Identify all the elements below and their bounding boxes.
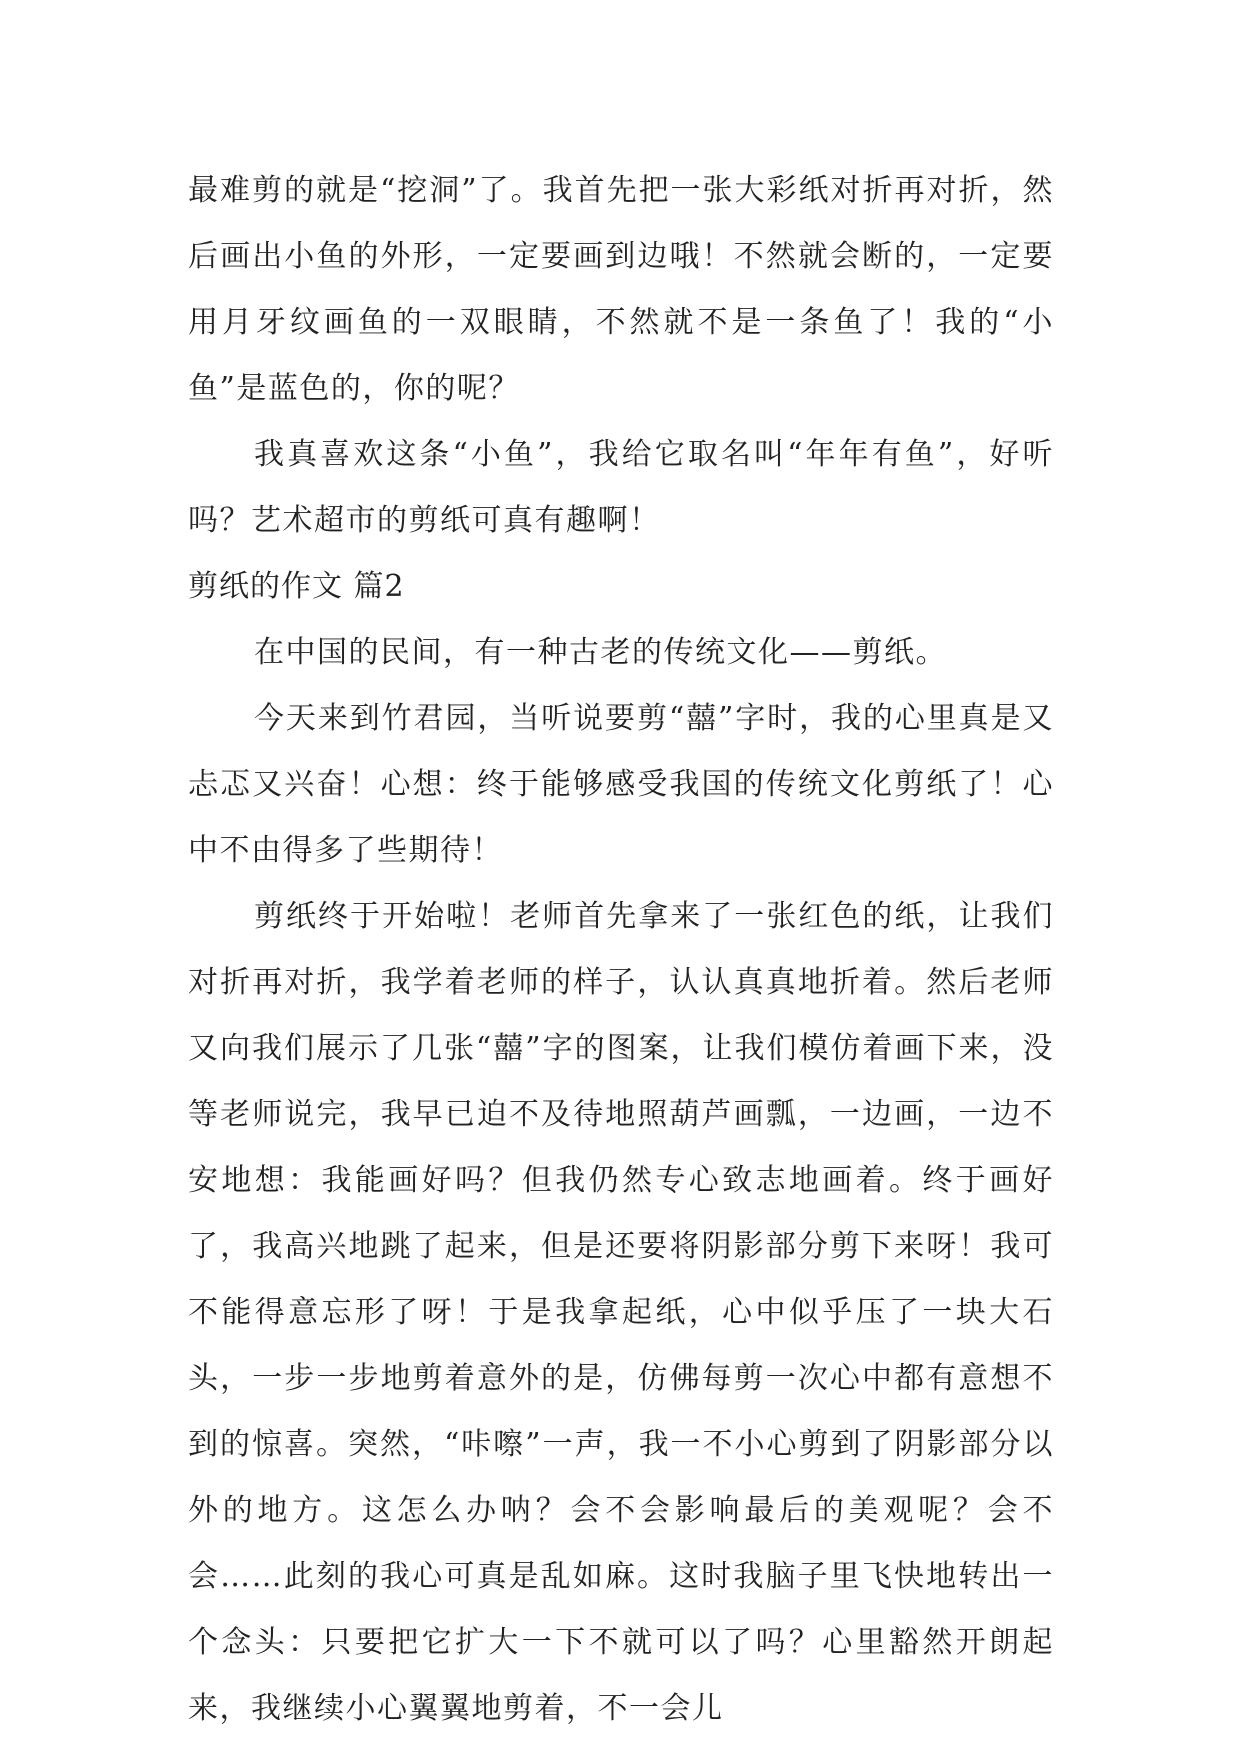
paragraph-1: 最难剪的就是“挖洞”了。我首先把一张大彩纸对折再对折，然后画出小鱼的外形，一定要画到边哦！不然就会断的，一定要用月牙纹画鱼的一双眼睛，不然就不是一条鱼了！我的“小鱼”是蓝色的，你的呢？ — [188, 173, 1054, 406]
section-heading: 剪纸的作文 篇2 — [188, 569, 405, 604]
paragraph-4: 今天来到竹君园，当听说要剪“囍”字时，我的心里真是又忐忑又兴奋！心想：终于能够感受我国的传统文化剪纸了！心中不由得多了些期待！ — [188, 701, 1054, 868]
paragraph-3: 在中国的民间，有一种古老的传统文化——剪纸。 — [254, 635, 947, 670]
document-page — [188, 158, 1054, 1742]
paragraph-2: 我真喜欢这条“小鱼”，我给它取名叫“年年有鱼”，好听吗？艺术超市的剪纸可真有趣啊！ — [188, 437, 1054, 538]
paragraph-5: 剪纸终于开始啦！老师首先拿来了一张红色的纸，让我们对折再对折，我学着老师的样子，认认真真地折着。然后老师又向我们展示了几张“囍”字的图案，让我们模仿着画下来，没等老师说完，我早已迫不及待地照葫芦画瓢，一边画，一边不安地想：我能画好吗？但我仍然专心致志地画着。终于画好了，我高兴地跳了起来，但是还要将阴影部分剪下来呀！我可不能得意忘形了呀！于是我拿起纸，心中似乎压了一块大石头，一步一步地剪着意外的是，仿佛每剪一次心中都有意想不到的惊喜。突然，“咔嚓”一声，我一不小心剪到了阴影部分以外的地方。这怎么办呐？会不会影响最后的美观呢？会不会……此刻的我心可真是乱如麻。这时我脑子里飞快地转出一个念头：只要把它扩大一下不就可以了吗？心里豁然开朗起来，我继续小心翼翼地剪着，不一会儿 — [188, 899, 1054, 1726]
